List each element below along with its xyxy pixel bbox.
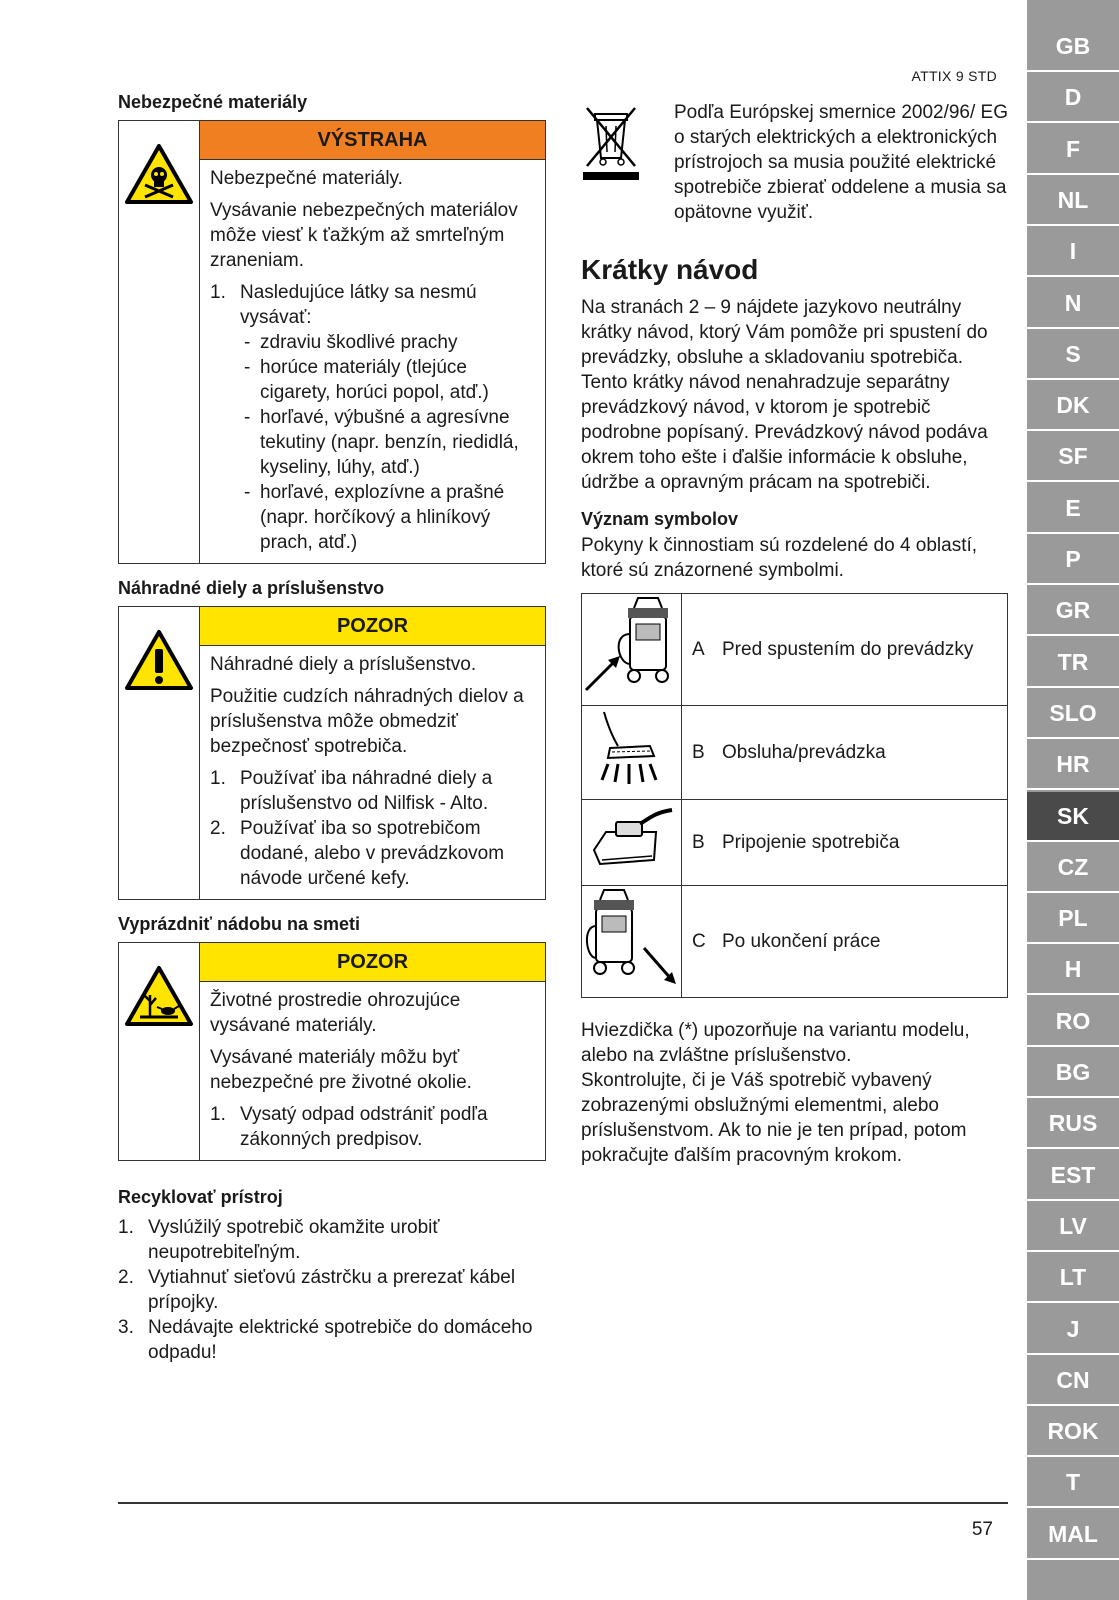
- language-tab-gr[interactable]: GR: [1027, 586, 1119, 636]
- language-tab-j[interactable]: J: [1027, 1305, 1119, 1355]
- language-sidebar: [1027, 0, 1119, 1600]
- warning-signal-label: VÝSTRAHA: [200, 121, 545, 160]
- symbol-label-b2: B Pripojenie spotrebiča: [692, 832, 900, 853]
- language-tab-hr[interactable]: HR: [1027, 740, 1119, 790]
- language-tab-cz[interactable]: CZ: [1027, 843, 1119, 893]
- language-tab-n[interactable]: N: [1027, 279, 1119, 329]
- hazard-text-2: Vysávanie nebezpečných materiálov môže viesť k ťažkým až smrteľným zraneniam.: [210, 200, 518, 271]
- environment-caution-box: [118, 942, 546, 1161]
- list-item: 1. Vysatý odpad odstrániť podľa zákonných predpisov.: [210, 1104, 488, 1150]
- language-tab-p[interactable]: P: [1027, 535, 1119, 585]
- language-tab-rus[interactable]: RUS: [1027, 1099, 1119, 1149]
- weee-text: Podľa Európskej smernice 2002/96/ EG o starých elektrických a elektronických prístrojoch sa musia použité elektrické spotrebiče zbierať oddelene a musia sa opätovne využiť.: [674, 102, 1009, 223]
- list-subitem: - zdraviu škodlivé prachy: [244, 332, 458, 353]
- language-tab-sf[interactable]: SF: [1027, 432, 1119, 482]
- language-tab-sk[interactable]: SK: [1027, 792, 1119, 842]
- list-item: 2. Používať iba so spotrebičom dodané, alebo v prevádzkovom návode určené kefy.: [210, 818, 505, 889]
- list-item: 1. Vyslúžilý spotrebič okamžite urobiť neupotrebiteľným.: [118, 1217, 440, 1263]
- symbol-label-b1: B Obsluha/prevádzka: [692, 742, 886, 763]
- language-tab-tr[interactable]: TR: [1027, 638, 1119, 688]
- crossed-bin-icon: [581, 100, 674, 225]
- list-item: 2. Vytiahnuť sieťovú zástrčku a prerezať kábel prípojky.: [118, 1267, 516, 1313]
- quick-guide-title: Krátky návod: [581, 254, 759, 285]
- hazard-heading: Nebezpečné materiály: [118, 92, 308, 112]
- language-tab-lt[interactable]: LT: [1027, 1253, 1119, 1303]
- list-item: 1. Nasledujúce látky sa nesmú vysávať:: [210, 282, 477, 328]
- after-work-icon: [582, 886, 682, 998]
- recycle-heading: Recyklovať prístroj: [118, 1187, 283, 1207]
- language-tab-rok[interactable]: ROK: [1027, 1407, 1119, 1457]
- toxic-hazard-icon: [119, 121, 200, 563]
- table-row: [582, 800, 1008, 886]
- exclamation-warning-icon: [119, 607, 200, 899]
- list-item: 1. Používať iba náhradné diely a príslušenstvo od Nilfisk - Alto.: [210, 768, 493, 814]
- language-tab-gb[interactable]: GB: [1027, 22, 1119, 72]
- language-tab-dk[interactable]: DK: [1027, 381, 1119, 431]
- quick-guide-intro: Na stranách 2 – 9 nájdete jazykovo neutrálny krátky návod, ktorý Vám pomôže pri spustení do prevádzky, obsluhe a skladovaniu spotrebiča. Tento krátky návod nenahradzuje separátny prevádzkový návod, v ktorom je spotrebič podrobne popísaný. Prevádzkový návod podáva okrem toho ešte i ďalšie informácie k obsluhe, údržbe a opravným prácam na spotrebiči.: [581, 297, 988, 493]
- list-subitem: - horľavé, explozívne a prašné (napr. horčíkový a hliníkový prach, atď.): [244, 482, 505, 553]
- left-column: [118, 90, 546, 1365]
- language-tab-f[interactable]: F: [1027, 125, 1119, 175]
- language-tab-slo[interactable]: SLO: [1027, 689, 1119, 739]
- language-tab-mal[interactable]: MAL: [1027, 1510, 1119, 1560]
- language-tab-d[interactable]: D: [1027, 73, 1119, 123]
- language-tab-e[interactable]: E: [1027, 484, 1119, 534]
- hazard-warning-box: [118, 120, 546, 564]
- empty-heading: Vyprázdniť nádobu na smeti: [118, 914, 360, 934]
- weee-notice: [581, 100, 1008, 225]
- language-tab-est[interactable]: EST: [1027, 1151, 1119, 1201]
- language-tab-bg[interactable]: BG: [1027, 1048, 1119, 1098]
- symbol-label-a: A Pred spustením do prevádzky: [692, 639, 974, 660]
- symbol-label-c: C Po ukončení práce: [692, 931, 881, 952]
- symbols-table: [581, 593, 1008, 998]
- table-row: [582, 886, 1008, 998]
- operation-nozzle-icon: [582, 706, 682, 800]
- empty-text-2: Vysávané materiály môžu byť nebezpečné pre životné okolie.: [210, 1047, 472, 1093]
- caution-signal-label: POZOR: [200, 607, 545, 646]
- tool-connection-icon: [582, 800, 682, 886]
- empty-text-1: Životné prostredie ohrozujúce vysávané materiály.: [210, 990, 461, 1036]
- language-tab-s[interactable]: S: [1027, 330, 1119, 380]
- table-row: [582, 706, 1008, 800]
- parts-text-2: Použitie cudzích náhradných dielov a príslušenstva môže obmedziť bezpečnosť spotrebiča.: [210, 686, 524, 757]
- language-tab-lv[interactable]: LV: [1027, 1202, 1119, 1252]
- footer-divider: [118, 1502, 1008, 1504]
- page-number: 57: [971, 1519, 993, 1540]
- recycle-list: [118, 1215, 546, 1365]
- language-tab-pl[interactable]: PL: [1027, 894, 1119, 944]
- environment-hazard-icon: [119, 943, 200, 1160]
- symbols-heading: Význam symbolov: [581, 509, 739, 529]
- list-item: 3. Nedávajte elektrické spotrebiče do domáceho odpadu!: [118, 1317, 533, 1363]
- model-name: ATTIX 9 STD: [911, 68, 997, 84]
- right-column: [581, 100, 1008, 1168]
- caution-signal-label: POZOR: [200, 943, 545, 982]
- language-tab-i[interactable]: I: [1027, 227, 1119, 277]
- parts-text-1: Náhradné diely a príslušenstvo.: [210, 654, 477, 675]
- hazard-text-1: Nebezpečné materiály.: [210, 168, 403, 189]
- language-tab-nl[interactable]: NL: [1027, 176, 1119, 226]
- symbols-intro: Pokyny k činnostiam sú rozdelené do 4 oblastí, ktoré sú znázornené symbolmi.: [581, 535, 978, 581]
- outro-text-2: Skontrolujte, či je Váš spotrebič vybavený zobrazenými obslužnými elementmi, alebo príslušenstvom. Ak to nie je ten prípad, potom pokračujte ďalším pracovným krokom.: [581, 1070, 967, 1166]
- parts-heading: Náhradné diely a príslušenstvo: [118, 578, 385, 598]
- start-operation-icon: [582, 594, 682, 706]
- outro-text-1: Hviezdička (*) upozorňuje na variantu modelu, alebo na zvláštne príslušenstvo.: [581, 1020, 970, 1066]
- language-tab-cn[interactable]: CN: [1027, 1356, 1119, 1406]
- list-subitem: - horľavé, výbušné a agresívne tekutiny (napr. benzín, riedidlá, kyseliny, lúhy, atď.): [244, 407, 519, 478]
- language-tab-ro[interactable]: RO: [1027, 997, 1119, 1047]
- list-subitem: - horúce materiály (tlejúce cigarety, horúci popol, atď.): [244, 357, 489, 403]
- table-row: [582, 594, 1008, 706]
- parts-caution-box: [118, 606, 546, 900]
- language-tab-t[interactable]: T: [1027, 1458, 1119, 1508]
- language-tab-h[interactable]: H: [1027, 945, 1119, 995]
